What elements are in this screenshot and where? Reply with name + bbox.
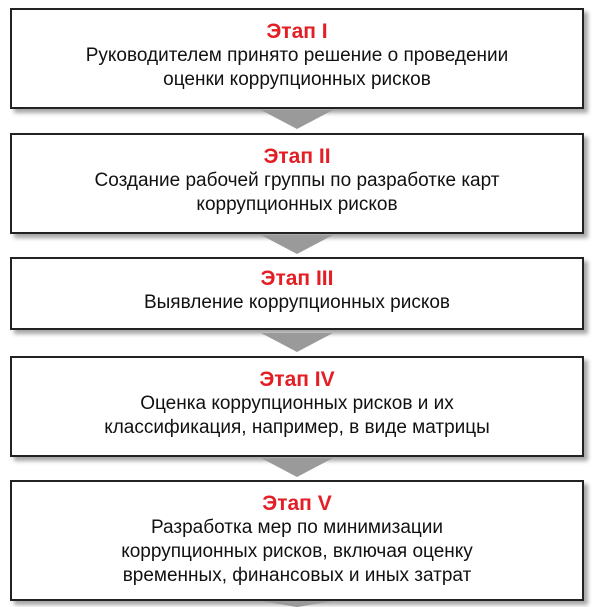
stage-1-line-1: Руководителем принято решение о проведении [85,45,509,66]
stage-4-title: Этап IV [259,368,335,391]
stage-1-line-2: оценки коррупционных рисков [163,69,431,90]
stage-4-line-2: классификация, например, в виде матрицы [104,417,490,438]
stage-4-box [10,356,584,457]
stage-3-box [10,257,584,330]
stage-5-line-2: коррупционных рисков, включая оценку [121,541,473,562]
stage-1-box [10,8,584,109]
stage-5-box [10,480,584,601]
stage-3-title: Этап III [260,267,334,290]
stage-2-title: Этап II [263,145,331,168]
stage-5-line-3: временных, финансовых и иных затрат [122,565,472,586]
stage-2-line-2: коррупционных рисков [196,194,398,215]
down-arrow-icon [261,458,333,477]
down-arrow-icon [261,110,333,129]
down-arrow-icon [261,601,333,607]
stage-2-box [10,133,584,234]
stage-5-line-1: Разработка мер по минимизации [150,517,443,538]
stage-1-title: Этап I [266,20,328,43]
stage-5-title: Этап V [262,492,332,515]
down-arrow-icon [261,333,333,352]
stage-4-line-1: Оценка коррупционных рисков и их [140,393,454,414]
stage-3-line-1: Выявление коррупционных рисков [143,292,451,313]
stage-2-line-1: Создание рабочей группы по разработке карт [94,170,500,191]
down-arrow-icon [261,235,333,254]
